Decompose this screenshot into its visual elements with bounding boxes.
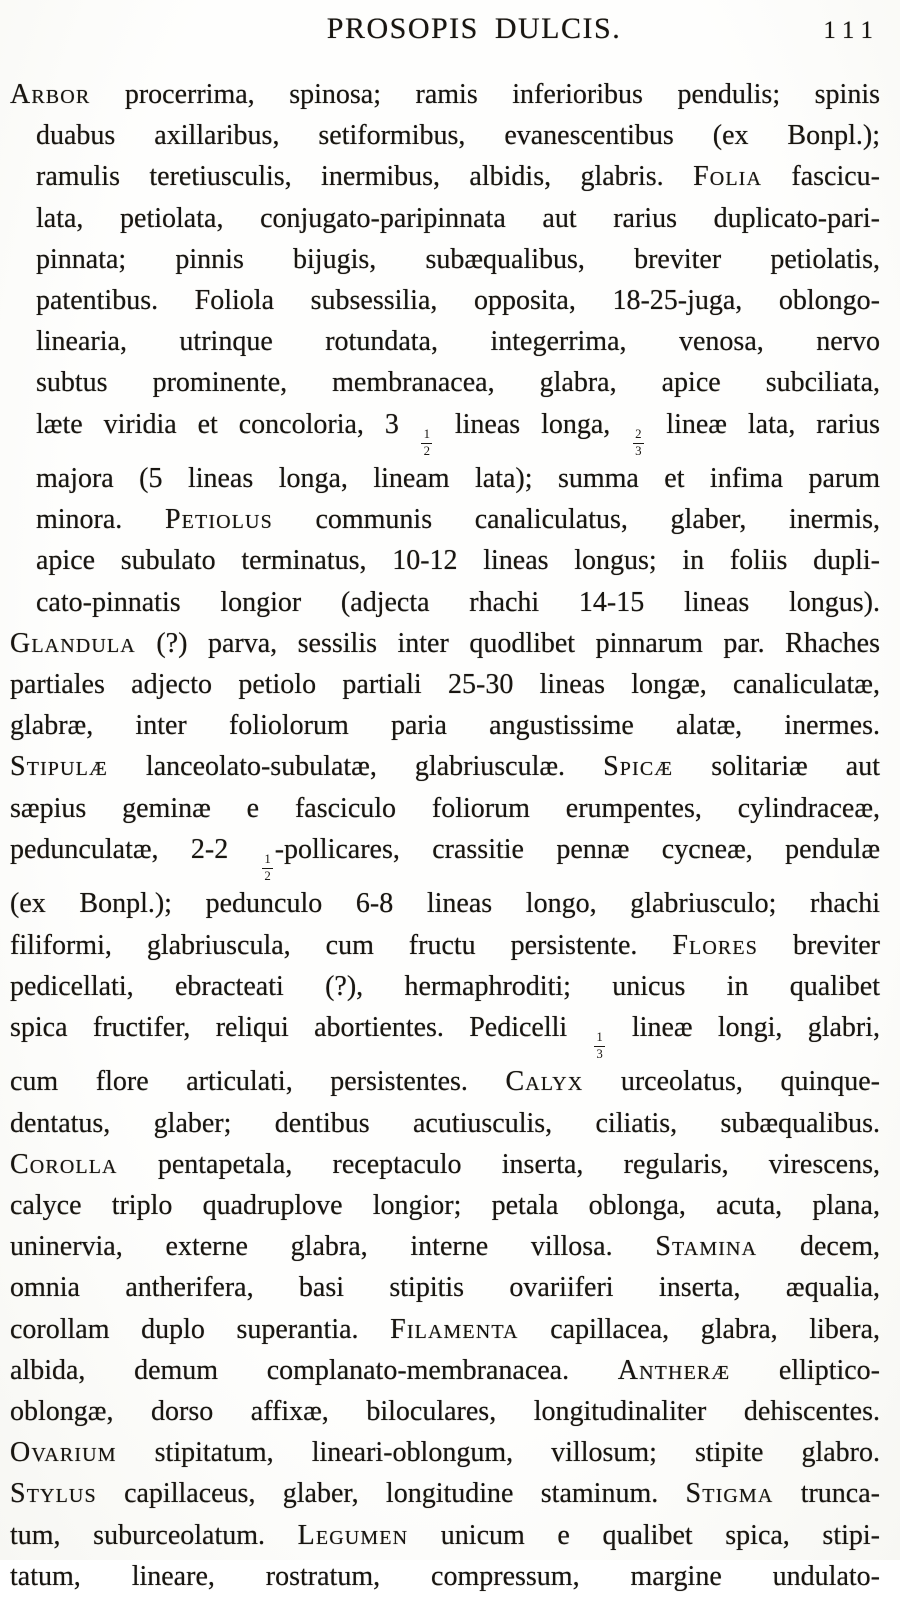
text-line	[10, 1473, 880, 1514]
text-line	[10, 115, 880, 156]
text-segment: urceolatus, quinque-	[583, 1066, 880, 1098]
smallcaps-term: Stylus	[10, 1478, 97, 1510]
text-line	[10, 829, 880, 883]
stacked-fraction: $\frac{1}{3}$	[594, 1031, 605, 1061]
text-segment: dentatus, glaber; dentibus acutiusculis, ciliatis, subæqualibus.	[10, 1107, 880, 1139]
text-line	[10, 1007, 880, 1061]
text-segment: fascicu-	[762, 161, 881, 193]
text-segment: minora.	[36, 504, 165, 536]
text-segment: (?) parva, sessilis inter quodlibet pinnarum par. Rhaches	[135, 627, 880, 659]
stacked-fraction: $\frac{2}{3}$	[633, 428, 644, 458]
text-segment: (ex Bonpl.); pedunculo 6-8 lineas longo, glabriusculo; rhachi	[10, 888, 880, 920]
text-line	[10, 540, 880, 581]
text-segment: partiales adjecto petiolo partiali 25-30 lineas longæ, canaliculatæ,	[10, 669, 880, 701]
text-line	[10, 74, 880, 115]
smallcaps-term: Antheræ	[617, 1354, 731, 1386]
text-segment: patentibus. Foliola subsessilia, opposita, 18-25-juga, oblongo-	[36, 285, 880, 317]
text-segment: pentapetala, receptaculo inserta, regularis, virescens,	[117, 1148, 880, 1180]
text-segment: majora (5 lineas longa, lineam lata); summa et infima parum	[36, 463, 880, 495]
text-line	[10, 239, 880, 280]
text-segment: communis canaliculatus, glaber, inermis,	[272, 504, 881, 536]
smallcaps-term: Arbor	[10, 79, 91, 110]
stacked-fraction: $\frac{1}{2}$	[262, 853, 273, 883]
text-line	[10, 198, 880, 239]
text-segment: linearia, utrinque rotundata, integerrima, venosa, nervo	[36, 326, 880, 358]
text-line	[10, 925, 880, 966]
smallcaps-term: Filamenta	[390, 1313, 519, 1345]
text-line	[10, 1103, 880, 1144]
smallcaps-term: Stigma	[685, 1478, 774, 1510]
text-segment: corollam duplo superantia.	[10, 1313, 391, 1345]
smallcaps-term: Flores	[672, 929, 758, 961]
smallcaps-term: Petiolus	[164, 504, 273, 536]
smallcaps-term: Corolla	[10, 1148, 118, 1180]
text-segment: tum, suburceolatum.	[10, 1519, 298, 1551]
text-line	[10, 705, 880, 746]
text-segment: duabus axillaribus, setiformibus, evanescentibus (ex Bonpl.);	[36, 120, 880, 152]
text-segment: procerrima, spinosa; ramis inferioribus pendulis; spinis	[90, 79, 880, 110]
text-segment: apice subulato terminatus, 10-12 lineas longus; in foliis dupli-	[36, 545, 880, 577]
text-segment: unicum e qualibet spica, stipi-	[408, 1519, 880, 1551]
text-segment: pedunculatæ, 2-2	[10, 833, 261, 865]
text-segment: breviter	[757, 929, 881, 961]
text-segment: calyce triplo quadruplove longior; petala oblonga, acuta, plana,	[10, 1189, 880, 1221]
text-line	[10, 623, 880, 664]
smallcaps-term: Folia	[693, 161, 763, 193]
text-segment: pinnata; pinnis bijugis, subæqualibus, breviter petiolatis,	[36, 243, 880, 275]
text-segment: uninervia, externe glabra, interne villosa.	[10, 1231, 656, 1263]
smallcaps-term: Stipulæ	[10, 751, 108, 783]
text-segment: elliptico-	[730, 1354, 881, 1386]
text-segment: lata, petiolata, conjugato-paripinnata aut rarius duplicato-pari-	[36, 202, 880, 234]
text-segment: lineæ lata, rarius	[645, 408, 881, 440]
text-line	[10, 1061, 880, 1102]
running-header	[0, 0, 900, 62]
text-segment: ramulis teretiusculis, inermibus, albidis, glabris.	[36, 161, 694, 193]
smallcaps-term: Stamina	[655, 1231, 758, 1263]
text-segment: subtus prominente, membranacea, glabra, apice subciliata,	[36, 367, 880, 399]
text-segment: capillaceus, glaber, longitudine staminum.	[96, 1478, 686, 1510]
text-line	[10, 280, 880, 321]
text-line	[10, 1309, 880, 1350]
text-segment: spica fructifer, reliqui abortientes. Pedicelli	[10, 1011, 593, 1043]
text-line	[10, 1267, 880, 1308]
text-segment: albida, demum complanato-membranacea.	[10, 1354, 618, 1386]
text-line	[10, 1350, 880, 1391]
text-line	[10, 1185, 880, 1226]
text-line	[10, 499, 880, 540]
text-segment: cato-pinnatis longior (adjecta rhachi 14-15 lineas longus).	[36, 586, 880, 618]
smallcaps-term: Calyx	[505, 1066, 584, 1098]
text-segment: cum flore articulati, persistentes.	[10, 1066, 506, 1098]
text-segment: tatum, lineare, rostratum, compressum, margine undulato-	[10, 1560, 880, 1592]
text-line	[10, 1515, 880, 1556]
text-segment: pedicellati, ebracteati (?), hermaphroditi; unicus in qualibet	[10, 970, 880, 1002]
text-line	[10, 1144, 880, 1185]
text-segment: stipitatum, lineari-oblongum, villosum; stipite glabro.	[116, 1437, 880, 1469]
text-line	[10, 1432, 880, 1473]
text-segment: decem,	[757, 1231, 881, 1263]
text-line	[10, 1226, 880, 1267]
text-line	[10, 458, 880, 499]
text-segment: lineas longa,	[433, 408, 632, 440]
text-line	[10, 404, 880, 458]
text-segment: solitariæ aut	[673, 751, 880, 783]
text-segment: glabræ, inter foliolorum paria angustissime alatæ, inermes.	[10, 710, 880, 742]
text-segment: lineæ longi, glabri,	[606, 1011, 881, 1043]
smallcaps-term: Ovarium	[10, 1437, 117, 1469]
text-line	[10, 883, 880, 924]
text-line	[10, 788, 880, 829]
text-line	[10, 966, 880, 1007]
text-line	[10, 321, 880, 362]
text-segment: trunca-	[773, 1478, 880, 1510]
smallcaps-term: Legumen	[297, 1519, 409, 1551]
page-title: PROSOPIS DULCIS.	[326, 12, 622, 45]
text-segment: sæpius geminæ e fasciculo foliorum erumpentes, cylindraceæ,	[10, 792, 880, 824]
text-line	[10, 1391, 880, 1432]
body-text	[10, 74, 880, 1597]
page-number: 111	[823, 17, 880, 44]
text-segment: capillacea, glabra, libera,	[518, 1313, 880, 1345]
text-segment: omnia antherifera, basi stipitis ovariiferi inserta, æqualia,	[10, 1272, 880, 1304]
stacked-fraction: $\frac{1}{2}$	[421, 428, 432, 458]
smallcaps-term: Glandula	[10, 627, 136, 659]
text-line	[10, 746, 880, 787]
smallcaps-term: Spicæ	[603, 751, 674, 783]
text-segment: oblongæ, dorso affixæ, biloculares, longitudinaliter dehiscentes.	[10, 1396, 880, 1427]
text-segment: lanceolato-subulatæ, glabriusculæ.	[107, 751, 604, 783]
text-segment: læte viridia et concoloria, 3	[36, 408, 420, 440]
text-segment: -pollicares, crassitie pennæ cycneæ, pendulæ	[274, 833, 881, 865]
text-line	[10, 582, 880, 623]
text-line	[10, 156, 880, 197]
text-line	[10, 362, 880, 403]
text-segment: filiformi, glabriuscula, cum fructu persistente.	[10, 929, 673, 961]
text-line	[10, 1556, 880, 1597]
text-line	[10, 664, 880, 705]
